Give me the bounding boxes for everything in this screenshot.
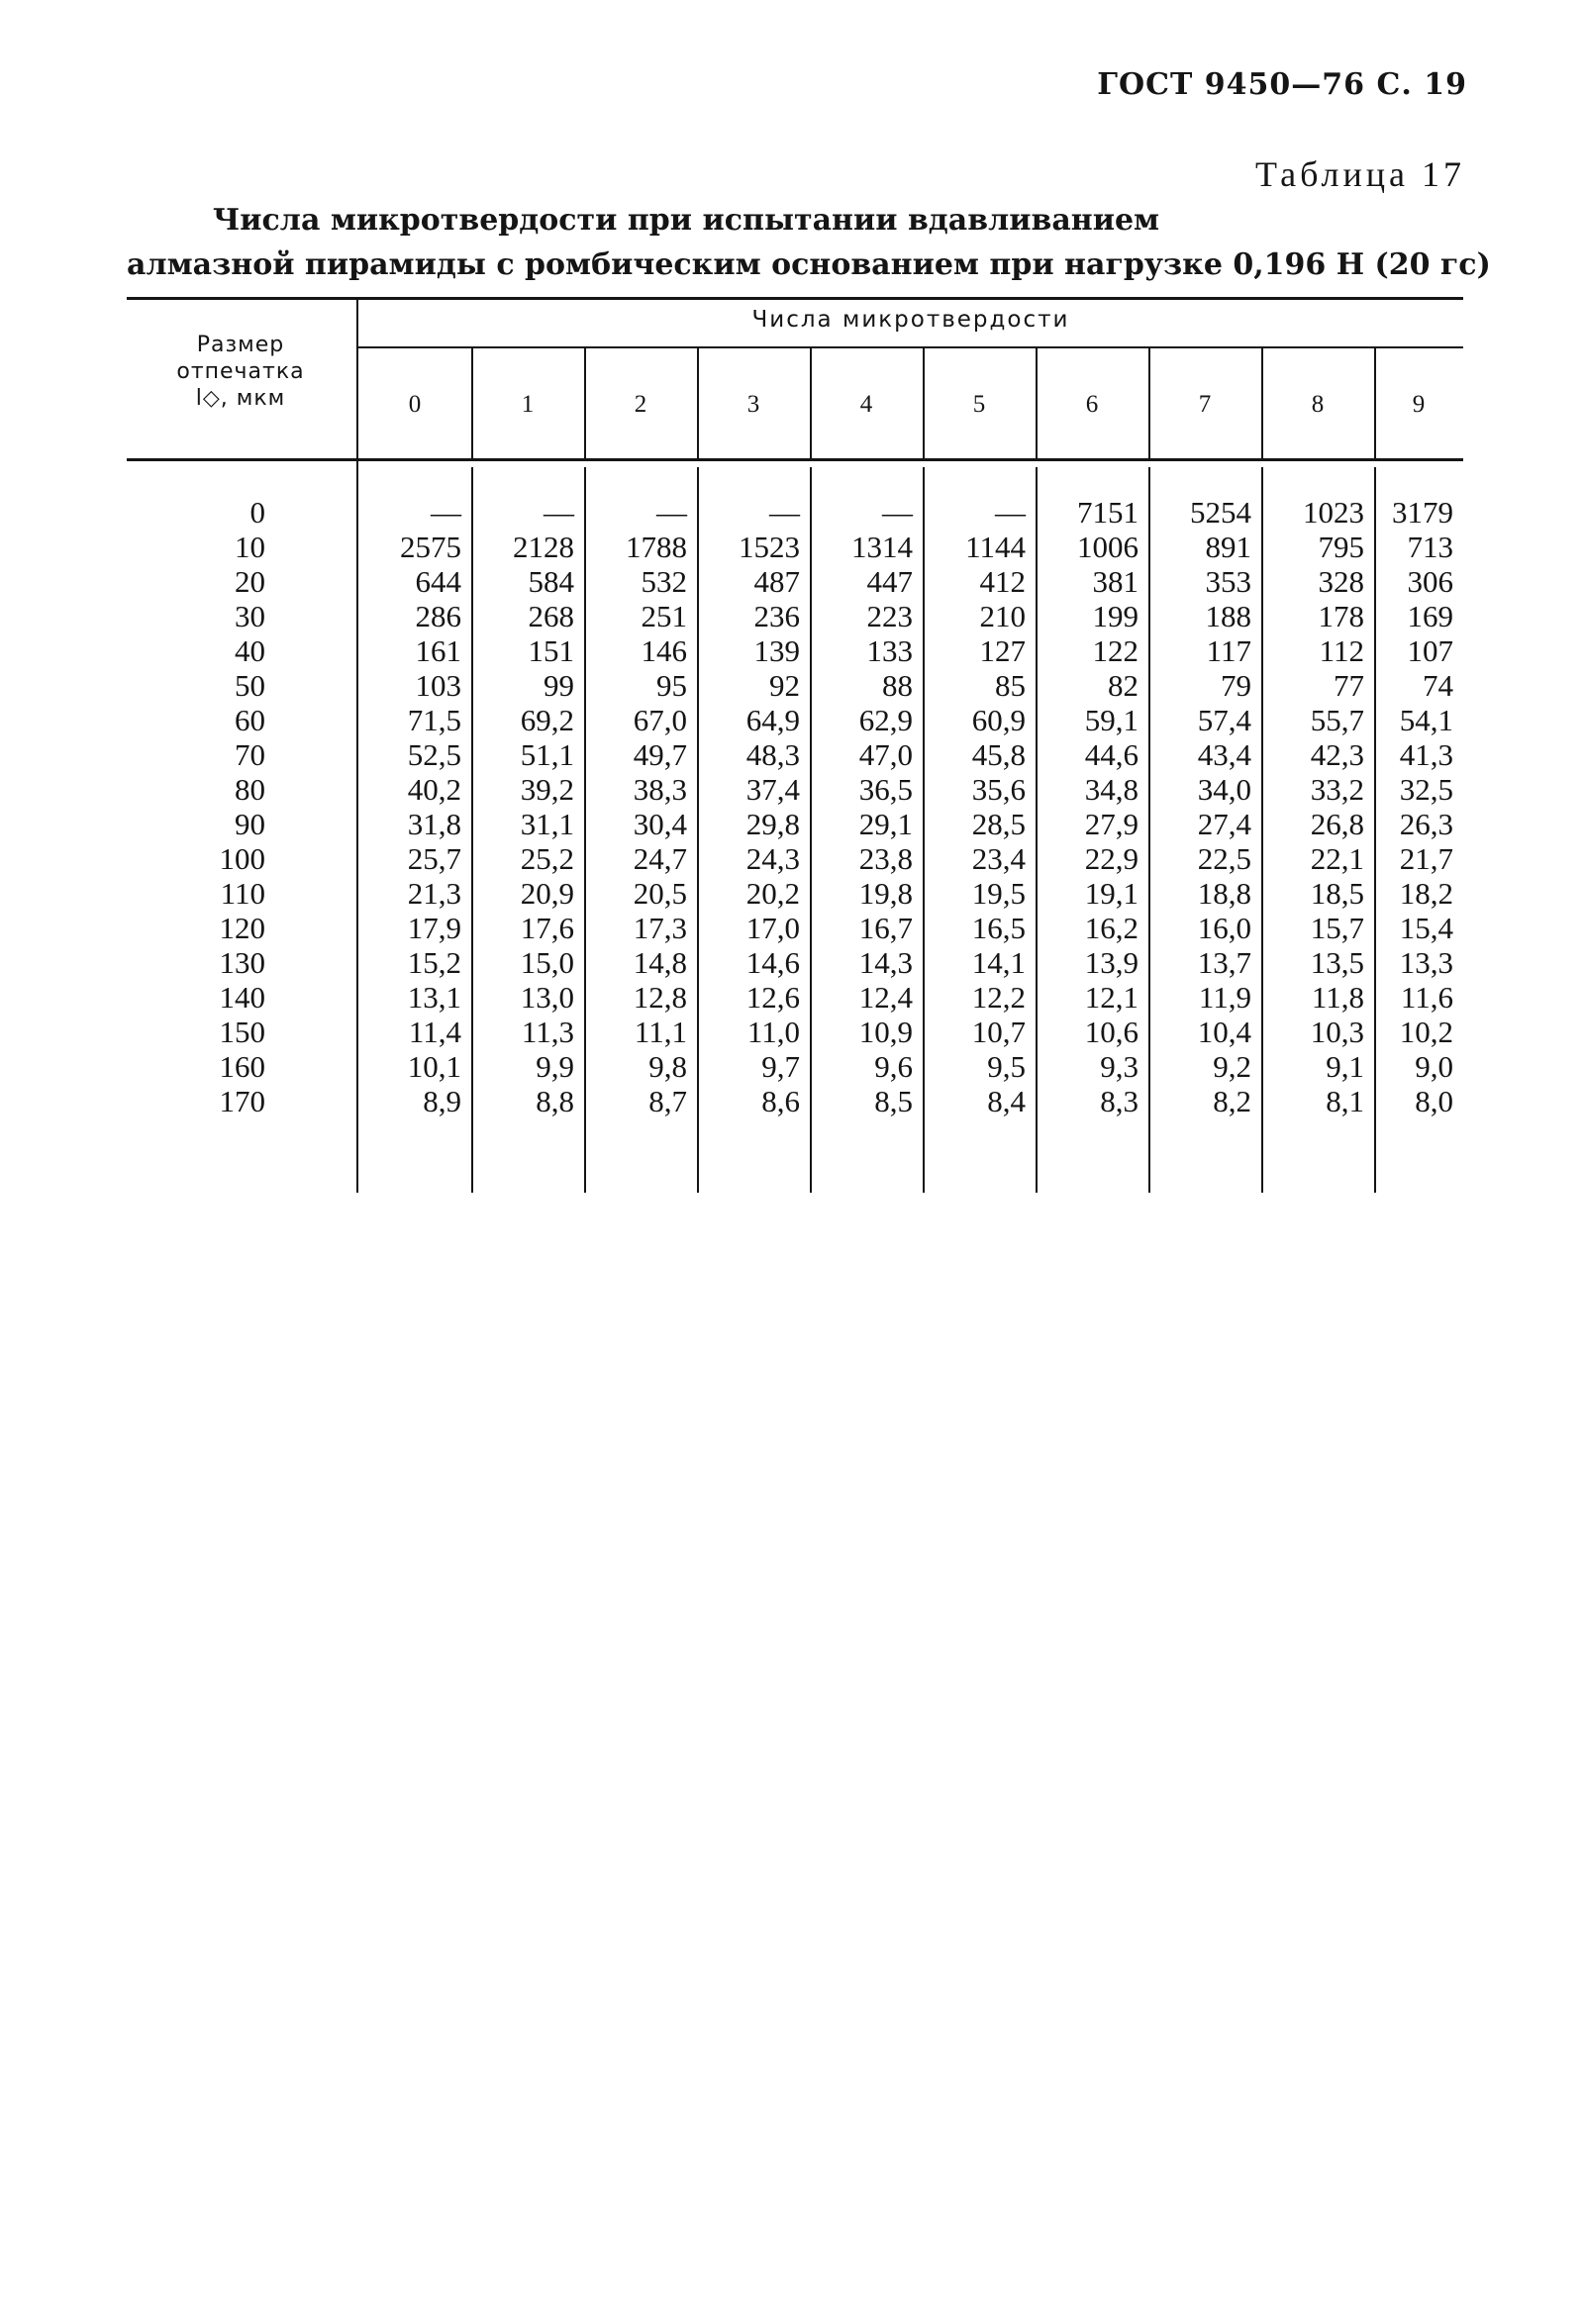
- table-cell: 16,2: [1084, 911, 1138, 945]
- table-cell: 10,1: [407, 1049, 461, 1084]
- table-cell: 26,3: [1399, 807, 1453, 841]
- table-cell: 412: [979, 564, 1026, 599]
- table-cell: 23,4: [971, 841, 1026, 876]
- row-label: 160: [219, 1049, 265, 1084]
- table-cell: 23,8: [858, 841, 913, 876]
- table-cell: 26,8: [1310, 807, 1364, 841]
- row-label: 20: [235, 564, 265, 599]
- row-label: 70: [235, 737, 265, 772]
- table-cell: 14,3: [858, 945, 913, 980]
- table-cell: 55,7: [1310, 703, 1364, 737]
- table-cell: 25,7: [407, 841, 461, 876]
- table-cell: 16,7: [858, 911, 913, 945]
- table-cell: 8,0: [1415, 1084, 1453, 1118]
- table-cell: 30,4: [633, 807, 687, 841]
- table-cell: —: [769, 495, 800, 530]
- table-cell: 59,1: [1084, 703, 1138, 737]
- table-cell: 67,0: [633, 703, 687, 737]
- table-cell: 7151: [1077, 495, 1138, 530]
- row-label: 90: [235, 807, 265, 841]
- column-separator: [923, 467, 925, 1193]
- column-header: 1: [521, 391, 535, 418]
- table-cell: 31,8: [407, 807, 461, 841]
- row-label: 150: [219, 1015, 265, 1049]
- table-cell: 62,9: [858, 703, 913, 737]
- table-cell: 38,3: [633, 772, 687, 807]
- table-cell: 8,6: [761, 1084, 800, 1118]
- table-cell: 210: [979, 599, 1026, 633]
- table-cell: 8,8: [536, 1084, 574, 1118]
- table-cell: —: [995, 495, 1026, 530]
- table-cell: 12,8: [633, 980, 687, 1015]
- table-cell: 20,9: [520, 876, 574, 911]
- table-cell: 69,2: [520, 703, 574, 737]
- table-cell: 36,5: [858, 772, 913, 807]
- table-cell: 16,5: [971, 911, 1026, 945]
- column-separator: [810, 467, 812, 1193]
- table-cell: 18,2: [1399, 876, 1453, 911]
- table-cell: —: [656, 495, 687, 530]
- table-cell: 77: [1334, 668, 1364, 703]
- table-cell: 22,9: [1084, 841, 1138, 876]
- table-cell: 34,0: [1197, 772, 1251, 807]
- table-cell: 10,3: [1310, 1015, 1364, 1049]
- table-cell: 17,9: [407, 911, 461, 945]
- table-cell: —: [544, 495, 574, 530]
- table-cell: 117: [1206, 633, 1251, 668]
- table-cell: 9,6: [874, 1049, 913, 1084]
- row-label: 140: [219, 980, 265, 1015]
- column-separator: [1148, 467, 1150, 1193]
- table-cell: 236: [753, 599, 800, 633]
- table-title-line-1: Числа микротвердости при испытании вдавливанием: [212, 203, 1160, 238]
- table-cell: 286: [415, 599, 461, 633]
- table-cell: 10,6: [1084, 1015, 1138, 1049]
- table-cell: 11,3: [521, 1015, 574, 1049]
- table-cell: 112: [1319, 633, 1364, 668]
- table-cell: 11,9: [1198, 980, 1251, 1015]
- table-cell: 37,4: [745, 772, 800, 807]
- table-cell: 251: [641, 599, 687, 633]
- table-cell: 14,1: [971, 945, 1026, 980]
- table-cell: 12,1: [1084, 980, 1138, 1015]
- column-header: 8: [1311, 391, 1325, 418]
- table-top-rule: [127, 297, 1463, 300]
- table-cell: 199: [1092, 599, 1138, 633]
- table-cell: 381: [1092, 564, 1138, 599]
- table-cell: 713: [1407, 530, 1453, 564]
- table-cell: 12,6: [745, 980, 800, 1015]
- group-header-rule: [358, 346, 1463, 348]
- column-separator: [697, 467, 699, 1193]
- table-cell: 21,7: [1399, 841, 1453, 876]
- table-cell: 9,9: [536, 1049, 574, 1084]
- column-separator: [471, 467, 473, 1193]
- table-cell: 1006: [1077, 530, 1138, 564]
- table-cell: 1788: [626, 530, 687, 564]
- table-cell: 161: [415, 633, 461, 668]
- table-cell: 88: [882, 668, 913, 703]
- table-cell: 891: [1205, 530, 1251, 564]
- size-header-line-2: отпечатка: [176, 359, 305, 384]
- table-cell: 268: [528, 599, 574, 633]
- table-cell: 40,2: [407, 772, 461, 807]
- column-header: 3: [746, 391, 760, 418]
- page-header: ГОСТ 9450—76 С. 19: [1097, 67, 1467, 102]
- table-cell: 103: [415, 668, 461, 703]
- table-cell: 14,8: [633, 945, 687, 980]
- table-cell: 18,5: [1310, 876, 1364, 911]
- table-cell: 10,4: [1197, 1015, 1251, 1049]
- column-header: 0: [408, 391, 422, 418]
- table-cell: 107: [1407, 633, 1453, 668]
- table-cell: 54,1: [1399, 703, 1453, 737]
- table-cell: 8,9: [423, 1084, 461, 1118]
- table-cell: 17,6: [520, 911, 574, 945]
- table-cell: 9,0: [1415, 1049, 1453, 1084]
- table-cell: 95: [656, 668, 687, 703]
- table-cell: 12,4: [858, 980, 913, 1015]
- table-cell: 41,3: [1399, 737, 1453, 772]
- table-cell: 17,3: [633, 911, 687, 945]
- table-cell: 21,3: [407, 876, 461, 911]
- table-cell: 22,1: [1310, 841, 1364, 876]
- table-cell: 9,8: [648, 1049, 687, 1084]
- column-header: 5: [972, 391, 986, 418]
- table-cell: 11,0: [746, 1015, 800, 1049]
- table-cell: 24,7: [633, 841, 687, 876]
- table-cell: 74: [1423, 668, 1453, 703]
- table-cell: —: [431, 495, 461, 530]
- table-cell: 1144: [965, 530, 1026, 564]
- table-cell: 328: [1318, 564, 1364, 599]
- table-cell: 11,8: [1311, 980, 1364, 1015]
- table-cell: 20,2: [745, 876, 800, 911]
- table-cell: 151: [528, 633, 574, 668]
- row-label: 10: [235, 530, 265, 564]
- table-cell: 353: [1205, 564, 1251, 599]
- table-cell: 13,9: [1084, 945, 1138, 980]
- table-cell: 9,7: [761, 1049, 800, 1084]
- table-cell: 8,1: [1326, 1084, 1364, 1118]
- table-cell: 82: [1108, 668, 1138, 703]
- table-label: Таблица 17: [1255, 154, 1465, 194]
- column-separator: [1036, 467, 1038, 1193]
- table-cell: 169: [1407, 599, 1453, 633]
- table-cell: 27,9: [1084, 807, 1138, 841]
- table-cell: 49,7: [633, 737, 687, 772]
- table-cell: 19,8: [858, 876, 913, 911]
- row-label: 60: [235, 703, 265, 737]
- table-cell: 19,5: [971, 876, 1026, 911]
- table-cell: 1023: [1303, 495, 1364, 530]
- table-cell: 223: [866, 599, 913, 633]
- table-cell: 13,7: [1197, 945, 1251, 980]
- table-cell: 15,2: [407, 945, 461, 980]
- table-cell: 57,4: [1197, 703, 1251, 737]
- row-label: 170: [219, 1084, 265, 1118]
- table-cell: 44,6: [1084, 737, 1138, 772]
- table-cell: 85: [995, 668, 1026, 703]
- column-header: 2: [634, 391, 647, 418]
- table-cell: 17,0: [745, 911, 800, 945]
- table-cell: 178: [1318, 599, 1364, 633]
- table-cell: 1523: [739, 530, 800, 564]
- table-cell: 19,1: [1084, 876, 1138, 911]
- table-cell: 20,5: [633, 876, 687, 911]
- table-cell: 33,2: [1310, 772, 1364, 807]
- column-header: 4: [859, 391, 873, 418]
- row-label: 100: [219, 841, 265, 876]
- table-cell: 306: [1407, 564, 1453, 599]
- table-cell: 22,5: [1197, 841, 1251, 876]
- table-cell: 42,3: [1310, 737, 1364, 772]
- table-cell: 10,9: [858, 1015, 913, 1049]
- table-cell: 795: [1318, 530, 1364, 564]
- table-cell: 60,9: [971, 703, 1026, 737]
- row-label: 80: [235, 772, 265, 807]
- table-cell: 3179: [1392, 495, 1453, 530]
- table-cell: 27,4: [1197, 807, 1251, 841]
- row-label: 0: [249, 495, 265, 530]
- table-cell: 71,5: [407, 703, 461, 737]
- table-cell: 39,2: [520, 772, 574, 807]
- table-cell: 35,6: [971, 772, 1026, 807]
- table-title-line-2: алмазной пирамиды с ромбическим основанием при нагрузке 0,196 Н (20 гс): [127, 247, 1491, 282]
- header-bottom-rule: [127, 458, 1463, 461]
- table-cell: 31,1: [520, 807, 574, 841]
- table-cell: 9,2: [1213, 1049, 1251, 1084]
- table-cell: 9,5: [987, 1049, 1026, 1084]
- table-cell: 43,4: [1197, 737, 1251, 772]
- table-cell: 1314: [851, 530, 913, 564]
- table-cell: 15,4: [1399, 911, 1453, 945]
- table-cell: 9,1: [1326, 1049, 1364, 1084]
- table-cell: 13,0: [520, 980, 574, 1015]
- column-header: 9: [1412, 391, 1426, 418]
- table-cell: 188: [1205, 599, 1251, 633]
- table-cell: —: [882, 495, 913, 530]
- table-cell: 29,8: [745, 807, 800, 841]
- table-cell: 127: [979, 633, 1026, 668]
- row-label: 130: [219, 945, 265, 980]
- table-cell: 8,3: [1100, 1084, 1138, 1118]
- table-cell: 8,5: [874, 1084, 913, 1118]
- column-separator: [584, 467, 586, 1193]
- size-header-line-3: l◇, мкм: [195, 386, 286, 411]
- table-cell: 99: [544, 668, 574, 703]
- table-cell: 48,3: [745, 737, 800, 772]
- table-cell: 11,6: [1400, 980, 1453, 1015]
- table-cell: 92: [769, 668, 800, 703]
- table-cell: 8,4: [987, 1084, 1026, 1118]
- table-cell: 32,5: [1399, 772, 1453, 807]
- table-cell: 64,9: [745, 703, 800, 737]
- table-cell: 9,3: [1100, 1049, 1138, 1084]
- table-cell: 15,0: [520, 945, 574, 980]
- row-label: 40: [235, 633, 265, 668]
- table-cell: 8,2: [1213, 1084, 1251, 1118]
- row-label: 120: [219, 911, 265, 945]
- table-cell: 644: [415, 564, 461, 599]
- table-cell: 2575: [400, 530, 461, 564]
- table-cell: 532: [641, 564, 687, 599]
- table-cell: 133: [866, 633, 913, 668]
- table-cell: 10,2: [1399, 1015, 1453, 1049]
- table-cell: 18,8: [1197, 876, 1251, 911]
- table-cell: 8,7: [648, 1084, 687, 1118]
- size-column-header: [127, 332, 354, 412]
- column-separator: [1261, 467, 1263, 1193]
- table-cell: 24,3: [745, 841, 800, 876]
- table-cell: 10,7: [971, 1015, 1026, 1049]
- column-header: 7: [1198, 391, 1212, 418]
- row-label: 110: [220, 876, 265, 911]
- table-cell: 11,4: [408, 1015, 461, 1049]
- size-header-line-1: Размер: [196, 333, 285, 357]
- size-column-separator: [356, 297, 358, 1193]
- table-cell: 122: [1092, 633, 1138, 668]
- table-cell: 584: [528, 564, 574, 599]
- table-cell: 139: [753, 633, 800, 668]
- table-cell: 13,1: [407, 980, 461, 1015]
- table-cell: 51,1: [520, 737, 574, 772]
- table-cell: 11,1: [634, 1015, 687, 1049]
- table-cell: 79: [1221, 668, 1251, 703]
- table-cell: 13,5: [1310, 945, 1364, 980]
- table-cell: 47,0: [858, 737, 913, 772]
- table-cell: 12,2: [971, 980, 1026, 1015]
- table-cell: 34,8: [1084, 772, 1138, 807]
- table-cell: 25,2: [520, 841, 574, 876]
- table-cell: 2128: [513, 530, 574, 564]
- table-cell: 14,6: [745, 945, 800, 980]
- table-cell: 28,5: [971, 807, 1026, 841]
- table-cell: 447: [866, 564, 913, 599]
- row-label: 50: [235, 668, 265, 703]
- table-cell: 29,1: [858, 807, 913, 841]
- table-cell: 16,0: [1197, 911, 1251, 945]
- group-column-header: Числа микротвердости: [751, 307, 1070, 333]
- table-cell: 13,3: [1399, 945, 1453, 980]
- table-cell: 52,5: [407, 737, 461, 772]
- table-cell: 146: [641, 633, 687, 668]
- table-cell: 487: [753, 564, 800, 599]
- column-header: 6: [1085, 391, 1099, 418]
- table-cell: 15,7: [1310, 911, 1364, 945]
- row-label: 30: [235, 599, 265, 633]
- table-cell: 45,8: [971, 737, 1026, 772]
- table-cell: 5254: [1190, 495, 1251, 530]
